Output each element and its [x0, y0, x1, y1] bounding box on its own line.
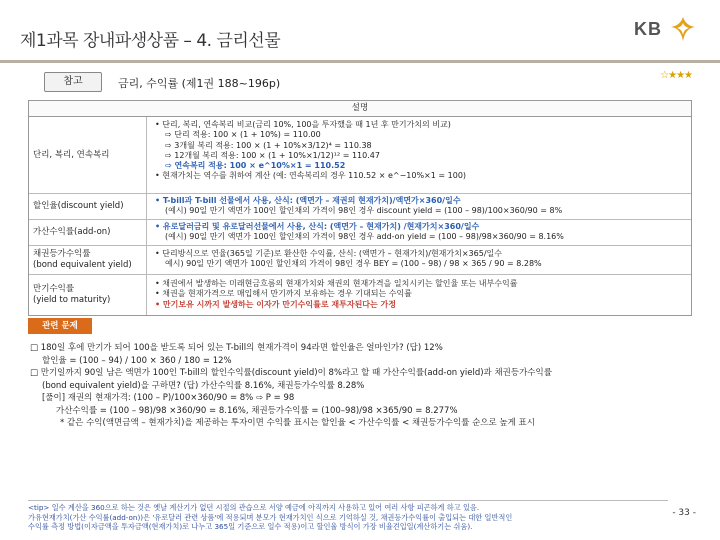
problem-line: 가산수익률 = (100 – 98)/98 ×360/90 = 8.16%, 채권등가수익률 = (100–98)/98 ×365/90 = 8.277%: [56, 405, 458, 416]
logo: [634, 14, 698, 44]
reference-title: 금리, 수익률 (제1권 188~196p): [118, 77, 281, 90]
problem-line: (bond equivalent yield)을 구하면? (답) 가산수익률 8.16%, 채권등가수익률 8.28%: [42, 380, 365, 391]
table-row: [29, 117, 691, 194]
row-label-text: (bond equivalent yield): [33, 260, 132, 270]
explanation-table: [28, 100, 692, 316]
reference-badge: 참고: [44, 72, 102, 92]
related-problems-button[interactable]: 관련 문제: [28, 318, 92, 334]
page-title: 제1과목 장내파생상품 – 4. 금리선물: [20, 31, 281, 51]
row-label-text: 할인율(discount yield): [33, 201, 124, 211]
content-line: • 채권을 현재가격으로 매입해서 만기까지 보유하는 경우 기대되는 수익률: [155, 289, 412, 299]
logo-text: KB: [634, 18, 662, 39]
problem-line: □ 180일 후에 만기가 되어 100을 받도록 되어 있는 T-bill의 현재가격이 94라면 할인율은 얼마인가? (답) 12%: [30, 343, 443, 353]
table-row: [29, 194, 691, 220]
row-label: [29, 194, 147, 219]
content-line: • 단리, 복리, 연속복리 비교(금리 10%, 100을 투자했을 때 1년 후 만기가치의 비교): [155, 120, 451, 129]
page-number: - 33 -: [672, 508, 696, 518]
problem-note: * 같은 수익(액면금액 – 현재가치)을 제공하는 투자이면 수익률 표시는 할인율 < 가산수익률 < 채권등가수익률 순으로 높게 표시: [60, 418, 535, 428]
content-line: (예시) 90일 만기 액면가 100인 할인채의 가격이 98인 경우 discount yield = (100 – 98)/100×360/90 = 8%: [165, 206, 563, 216]
related-problems: [30, 342, 700, 430]
difficulty-stars: ☆★★★: [660, 70, 692, 81]
footnote-line: 가유현재가치(가산 수익률(add-on))은 '유로달러 관련 상품'에 적용되며 분모가 현재가치인 식으로 기억하실 것, 채권등가수익률이 출입되는 대한 일반적인: [28, 512, 513, 522]
row-label-text: (yield to maturity): [33, 295, 111, 305]
content-line: ⇨ 3개월 복리 적용: 100 × (1 + 10%×3/12)⁴ = 110.38: [165, 140, 372, 150]
footnote-line: 수익률 측정 방법(이자금액을 투자금액(현재가치)로 나누고 365일 기준으로 일수 적용)이고 할인율 방식이 가장 비율견입일(계산하기는 쉬움).: [28, 522, 473, 531]
kb-star-logo-icon: [668, 14, 698, 44]
content-line: • 단리방식으로 연율(365일 기준)로 환산한 수익률, 산식: (액면가 – 현재가치)/현재가치×365/일수: [155, 249, 502, 258]
row-content: [147, 275, 691, 315]
table-header: 설명: [29, 101, 691, 117]
row-label-text: 채권등가수익률: [33, 249, 91, 259]
header-divider: [0, 60, 720, 63]
row-label: [29, 246, 147, 274]
row-label: [29, 117, 147, 193]
row-content: [147, 220, 691, 245]
content-line: • 채권에서 발생하는 미래현금흐름의 현재가치와 채권의 현재가격을 일치시키는 할인율 또는 내부수익률: [155, 279, 518, 288]
problem-line: 할인율 = (100 – 94) / 100 × 360 / 180 = 12%: [42, 355, 232, 366]
content-line: 예시) 90일 만기 액면가 100인 할인채의 가격이 98인 경우 BEY = (100 – 98) / 98 × 365 / 90 = 8.28%: [165, 259, 542, 269]
row-label: [29, 275, 147, 315]
content-line: ⇨ 12개월 복리 적용: 100 × (1 + 10%×1/12)¹² = 110.47: [165, 150, 380, 160]
table-row: [29, 246, 691, 275]
problem-line: [풀이] 재권의 현재가격: (100 – P)/100×360/90 = 8% ⇨ P = 98: [42, 393, 295, 403]
table-row: [29, 275, 691, 315]
table-row: [29, 220, 691, 246]
content-line: (예시) 90일 만기 액면가 100인 할인채의 가격이 98인 경우 add-on yield = (100 – 98)/98×360/90 = 8.16%: [165, 232, 564, 242]
row-label-text: 가산수익률(add-on): [33, 227, 111, 237]
content-line: ⇨ 단리 적용: 100 × (1 + 10%) = 110.00: [165, 130, 321, 140]
footnote-line: <tip> 일수 계산을 360으로 하는 것은 옛날 계산기가 없던 시절의 관습으로 서양 예금에 아직까지 사용하고 있어 여러 사항 피곤하게 하고 있음.: [28, 503, 480, 512]
problem-line: □ 만기일까지 90일 남은 액면가 100인 T-bill의 할인수익률(discount yield)이 8%라고 할 때 가산수익률(add-on yield)과 채권등가수익률: [30, 368, 552, 378]
content-line: • 현재가치는 역수를 취하여 계산 (예: 연속복리의 경우 110.52 × e^−10%×1 = 100): [155, 171, 467, 181]
row-content: [147, 117, 691, 193]
content-line: • 만기보유 시까지 발생하는 이자가 만기수익률로 재투자된다는 가정: [155, 299, 396, 309]
row-label: [29, 220, 147, 245]
footnote: [28, 503, 668, 532]
row-label-text: 단리, 복리, 연속복리: [33, 149, 110, 160]
content-line: • T-bill과 T-bill 선물에서 사용, 산식: (액면가 – 재권의 현재가치)/액면가×360/일수: [155, 196, 461, 205]
content-line: ⇨ 연속복리 적용: 100 × e^10%×1 = 110.52: [165, 161, 346, 171]
row-label-text: 만기수익률: [33, 284, 75, 294]
content-line: • 유로달러금리 및 유로달러선물에서 사용, 산식: (액면가 – 현재가치) /현재가치×360/일수: [155, 222, 480, 231]
row-content: [147, 194, 691, 219]
footnote-divider: [28, 500, 668, 501]
row-content: [147, 246, 691, 274]
